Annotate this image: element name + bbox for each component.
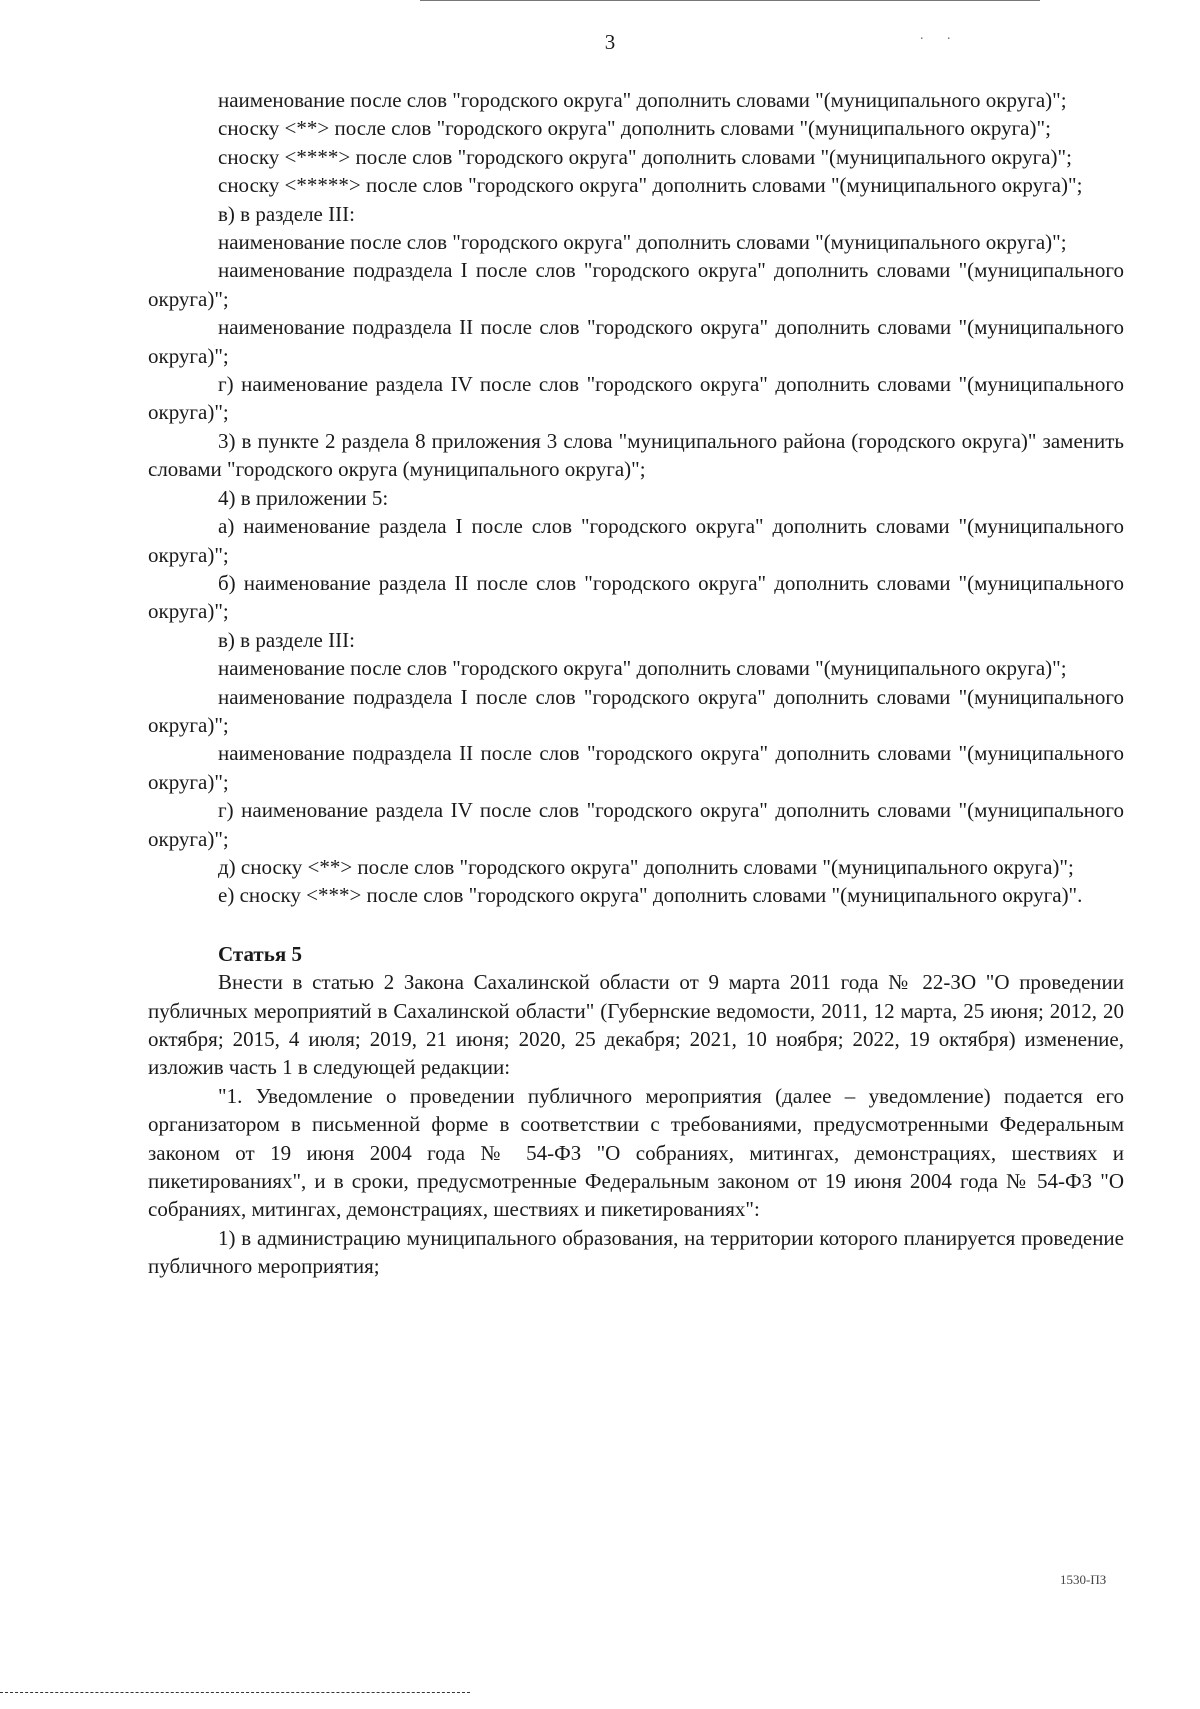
corner-marks: . .	[920, 28, 961, 43]
body-text	[148, 86, 1124, 1281]
article-paragraph: 1) в администрацию муниципального образования, на территории которого планируется проведение публичного мероприятия;	[148, 1225, 1124, 1279]
paragraph: наименование после слов "городского округа" дополнить словами "(муниципального округа)";	[218, 88, 1067, 112]
paragraph: б) наименование раздела II после слов "городского округа" дополнить словами "(муниципального округа)";	[148, 570, 1124, 624]
paragraph: г) наименование раздела IV после слов "городского округа" дополнить словами "(муниципального округа)";	[148, 372, 1124, 425]
paragraph: наименование после слов "городского округа" дополнить словами "(муниципального округа)";	[218, 656, 1067, 681]
paragraph: в) в разделе III:	[218, 627, 355, 652]
paragraph: наименование подраздела II после слов "городского округа" дополнить словами "(муниципального округа)";	[148, 315, 1124, 368]
top-rule	[420, 0, 1040, 1]
page-number: 3	[604, 30, 616, 54]
article-paragraph: "1. Уведомление о проведении публичного мероприятия (далее – уведомление) подается его организатором в письменной форме в соответствии с требованиями, предусмотренными Федеральным законом от 19 июня 2004 года № 54-ФЗ "О собраниях, митингах, демонстрациях, шествиях и пикетированиях", и в сроки, предусмотренные Федеральным законом от 19 июня 2004 года № 54-ФЗ "О собраниях, митингах, демонстрациях, шествиях и пикетированиях":	[148, 1083, 1124, 1222]
article-paragraph: Внести в статью 2 Закона Сахалинской области от 9 марта 2011 года № 22-ЗО "О проведении публичных мероприятий в Сахалинской области" (Губернские ведомости, 2011, 12 марта, 25 июня; 2012, 20 октября; 2015, 4 июля; 2019, 21 июня; 2020, 25 декабря; 2021, 10 ноября; 2022, 19 октября) изменение, изложив часть 1 в следующей редакции:	[148, 970, 1124, 1080]
paragraph: сноску <**> после слов "городского округа" дополнить словами "(муниципального округа)";	[218, 116, 1051, 141]
paragraph: сноску <*****> после слов "городского округа" дополнить словами "(муниципального округа)";	[218, 173, 1083, 198]
document-code: 1530-ПЗ	[1060, 1572, 1107, 1587]
paragraph: наименование подраздела I после слов "городского округа" дополнить словами "(муниципального округа)";	[148, 258, 1124, 311]
paragraph: д) сноску <**> после слов "городского округа" дополнить словами "(муниципального округа)";	[218, 854, 1074, 879]
paragraph: наименование подраздела I после слов "городского округа" дополнить словами "(муниципального округа)";	[148, 684, 1124, 737]
paragraph: е) сноску <***> после слов "городского округа" дополнить словами "(муниципального округа)".	[218, 883, 1083, 908]
paragraph: а) наименование раздела I после слов "городского округа" дополнить словами "(муниципального округа)";	[148, 514, 1124, 567]
paragraph: 4) в приложении 5:	[218, 485, 389, 510]
paragraph: наименование подраздела II после слов "городского округа" дополнить словами "(муниципального округа)";	[148, 741, 1124, 794]
paragraph: г) наименование раздела IV после слов "городского округа" дополнить словами "(муниципального округа)";	[148, 798, 1124, 851]
paragraph: сноску <****> после слов "городского округа" дополнить словами "(муниципального округа)";	[218, 144, 1072, 169]
paragraph: 3) в пункте 2 раздела 8 приложения 3 слова "муниципального района (городского округа)" заменить словами "городского округа (муниципального округа)";	[148, 428, 1124, 482]
article-heading: Статья 5	[218, 941, 302, 966]
paragraph: наименование после слов "городского округа" дополнить словами "(муниципального округа)";	[218, 230, 1067, 255]
paragraph: в) в разделе III:	[218, 201, 355, 226]
bottom-rule	[0, 1692, 470, 1693]
